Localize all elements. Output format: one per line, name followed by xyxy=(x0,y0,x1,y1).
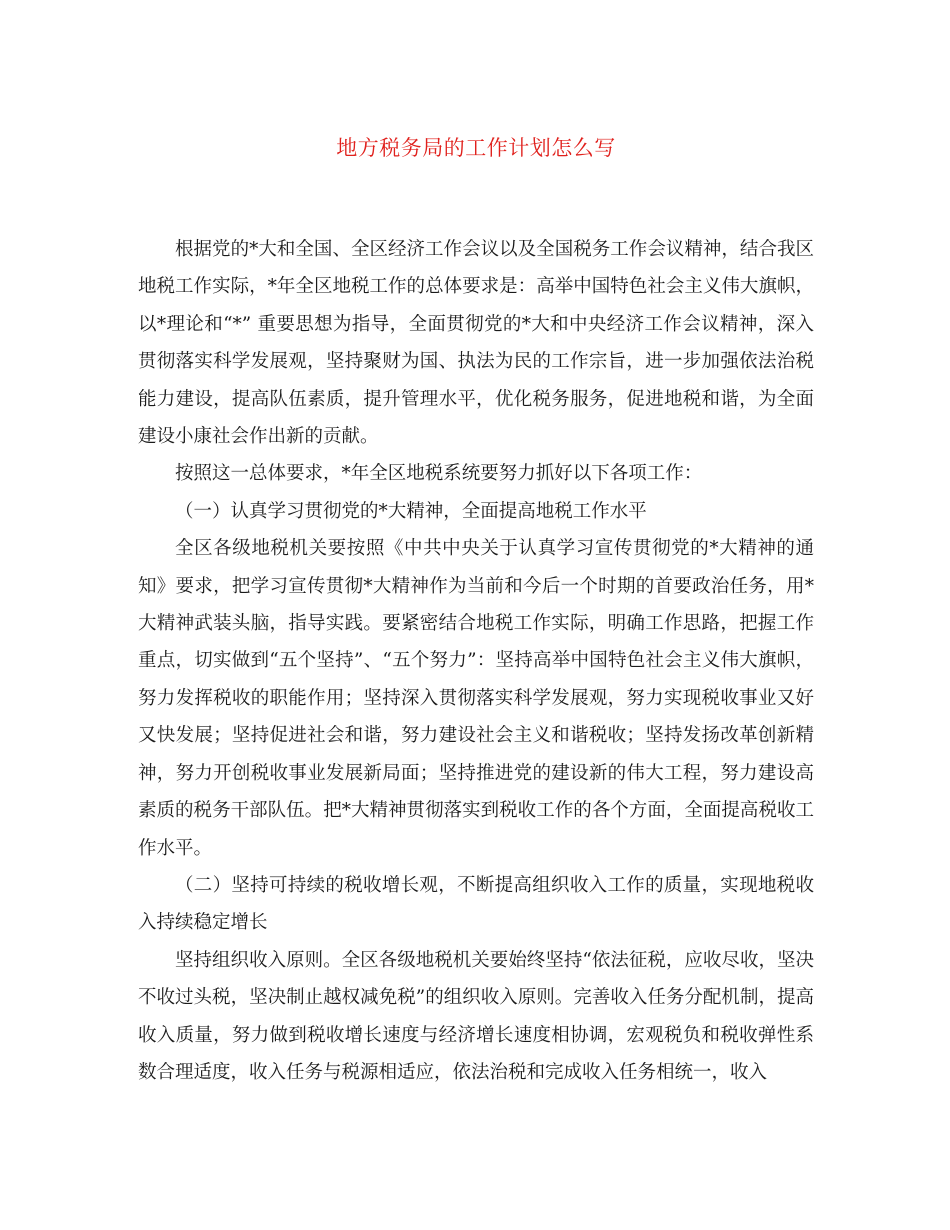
document-title: 地方税务局的工作计划怎么写 xyxy=(336,136,616,160)
section-heading-1: （一）认真学习贯彻党的*大精神，全面提高地税工作水平 xyxy=(175,500,647,522)
paragraph-intro-tasks: 按照这一总体要求，*年全区地税系统要努力抓好以下各项工作： xyxy=(175,463,703,485)
document-body xyxy=(138,132,814,1091)
section-heading-2: （二）坚持可持续的税收增长观，不断提高组织收入工作的质量，实现地税收入持续稳定增长 xyxy=(138,874,814,934)
paragraph-general-requirements: 根据党的*大和全国、全区经济工作会议以及全国税务工作会议精神，结合我区地税工作实际，*年全区地税工作的总体要求是：高举中国特色社会主义伟大旗帜，以*理论和“*” 重要思想为指导，全面贯彻党的*大和中央经济工作会议精神，深入贯彻落实科学发展观，坚持聚财为国、执法为民的工作宗旨，进一步加强依法治税能力建设，提高队伍素质，提升管理水平，优化税务服务，促进地税和谐，为全面建设小康社会作出新的贡献。 xyxy=(138,239,814,448)
paragraph-section-1: 全区各级地税机关要按照《中共中央关于认真学习宣传贯彻党的*大精神的通知》要求，把学习宣传贯彻*大精神作为当前和今后一个时期的首要政治任务，用*大精神武装头脑，指导实践。要紧密结合地税工作实际，明确工作思路，把握工作重点，切实做到“五个坚持”、“五个努力”：坚持高举中国特色社会主义伟大旗帜，努力发挥税收的职能作用；坚持深入贯彻落实科学发展观，努力实现税收事业又好又快发展；坚持促进社会和谐，努力建设社会主义和谐税收；坚持发扬改革创新精神，努力开创税收事业发展新局面；坚持推进党的建设新的伟大工程，努力建设高素质的税务干部队伍。把*大精神贯彻落实到税收工作的各个方面，全面提高税收工作水平。 xyxy=(138,538,814,859)
paragraph-section-2: 坚持组织收入原则。全区各级地税机关要始终坚持“依法征税，应收尽收，坚决不收过头税，坚决制止越权减免税”的组织收入原则。完善收入任务分配机制，提高收入质量，努力做到税收增长速度与经济增长速度相协调，宏观税负和税收弹性系数合理适度，收入任务与税源相适应，依法治税和完成收入任务相统一，收入 xyxy=(138,949,814,1083)
